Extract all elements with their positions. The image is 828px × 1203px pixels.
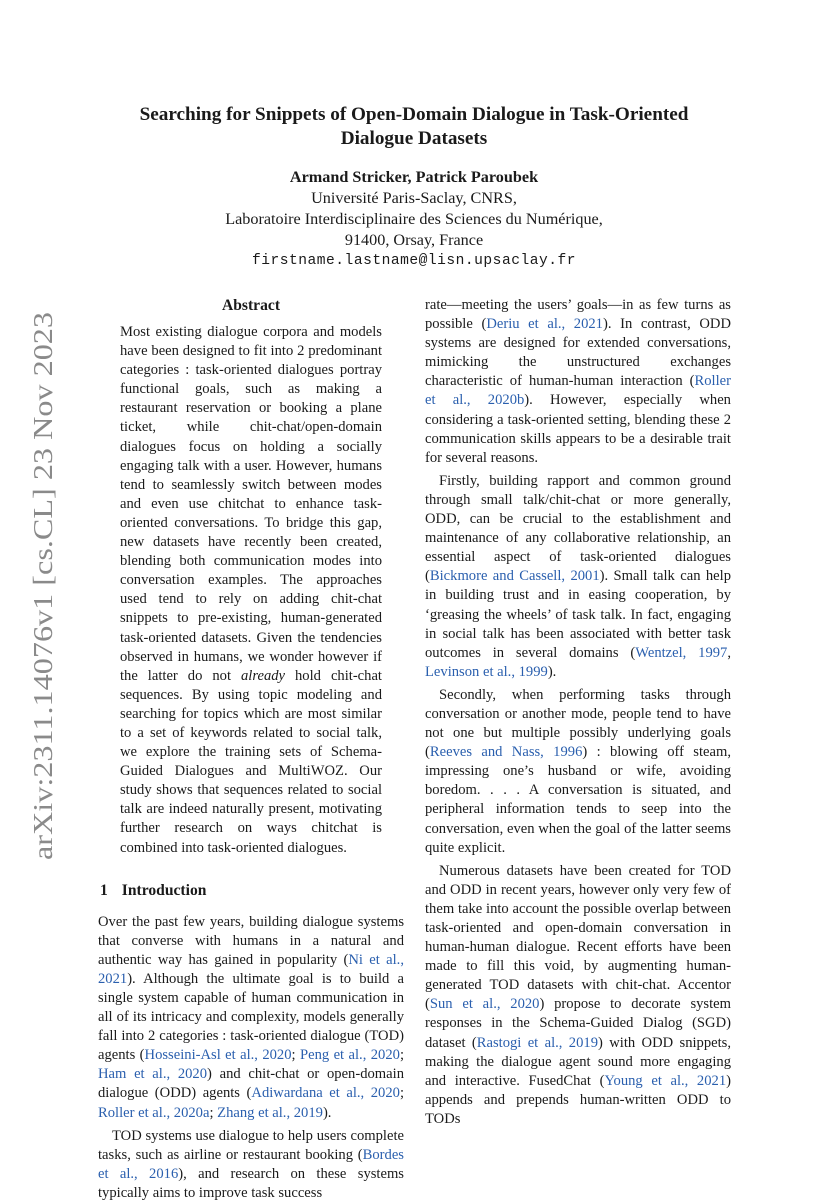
citation-link[interactable]: Levinson et al., 1999 (425, 663, 548, 680)
citation-link[interactable]: Young et al., 2021 (604, 1072, 727, 1089)
affiliation-line-2: Laboratoire Interdisciplinaire des Sciences du Numérique, (225, 210, 603, 228)
author-names: Armand Stricker, Patrick Paroubek (289, 168, 539, 186)
text-run: ) : blowing off steam, impressing one’s husband or wife, avoiding boredom. . . . A conversation is situated, and peripheral information tends to seep into the conversation, even when the goal of the latter seems quite explicit. (425, 744, 731, 856)
citation-link[interactable]: Peng et al., 2020 (299, 1047, 400, 1064)
citation-link[interactable]: Rastogi et al., 2019 (476, 1034, 598, 1051)
citation-link[interactable]: Deriu et al., 2021 (486, 316, 603, 333)
title-line-1: Searching for Snippets of Open-Domain Dialogue in Task-Oriented (139, 104, 689, 125)
intro-paragraph-1 (98, 913, 404, 1123)
intro-paragraph-4 (425, 472, 731, 682)
arxiv-stamp (2, 300, 72, 900)
citation-link[interactable]: Sun et al., 2020 (429, 996, 540, 1013)
intro-paragraph-6 (425, 862, 731, 1129)
section-title: Introduction (121, 881, 207, 899)
abstract-text (98, 323, 404, 858)
citation-link[interactable]: Bordes et al., 2016 (98, 1146, 404, 1182)
text-run: Firstly, building rapport and common ground through small talk/chit-chat or more generally, ODD, can be crucial to the establishment and maintenance of any collaborative relationship, an essential aspect of task-oriented dialogues ( (425, 472, 731, 585)
citation-link[interactable]: Wentzel, 1997 (635, 644, 728, 661)
text-run: ) propose to decorate system responses in the Schema-Guided Dialog (SGD) dataset ( (425, 996, 731, 1051)
intro-paragraph-5 (425, 686, 731, 858)
citation-link[interactable]: Zhang et al., 2019 (217, 1104, 323, 1121)
text-run: ; (399, 1047, 404, 1064)
right-column (425, 296, 731, 1129)
author-email: firstname.lastname@lisn.upsaclay.fr (251, 253, 577, 269)
intro-paragraph-3 (425, 296, 731, 468)
citation-link[interactable]: Ni et al., 2021 (98, 951, 404, 987)
title-line-2: Dialogue Datasets (340, 128, 488, 149)
text-run: Numerous datasets have been created for TOD and ODD in recent years, however only very few of them take into account the possible overlap between task-oriented and open-domain conversation in human-human dialogue. Recent efforts have been made to fill this void, by augmenting human-generated TOD datasets with chit-chat. Accentor ( (425, 862, 731, 1013)
abstract-text-part-2: hold chit-chat sequences. By using topic modeling and searching for topics which are most similar to a set of keywords related to social talk, we explore the training sets of Schema-Guided Dialogues and MultiWOZ. Our study shows that sequences related to social talk are indeed naturally present, motivating further research on ways chitchat is combined into task-oriented dialogues. (120, 667, 382, 856)
abstract-emphasis: already (240, 667, 286, 684)
citation-link[interactable]: Hosseini-Asl et al., 2020 (144, 1047, 292, 1064)
text-run: ). (547, 663, 557, 680)
section-number: 1 (100, 881, 108, 899)
citation-link[interactable]: Roller et al., 2020a (98, 1104, 210, 1121)
text-run: TOD systems use dialogue to help users complete tasks, such as airline or restaurant booking ( (98, 1127, 404, 1163)
author-block (100, 167, 728, 272)
affiliation-line-3: 91400, Orsay, France (344, 231, 484, 249)
text-run: ). In contrast, ODD systems are designed for extended conversations, mimicking the unstructured exchanges characteristic of human-human interaction ( (425, 316, 731, 390)
text-run: ; (209, 1104, 218, 1121)
text-run: ), and research on these systems typically aims to improve task success (98, 1165, 404, 1201)
citation-link[interactable]: Ham et al., 2020 (98, 1066, 208, 1083)
abstract-text-part-1: Most existing dialogue corpora and models have been designed to fit into 2 predominant categories : task-oriented dialogues portray functional goals, such as making a restaurant reservation or booking a plane ticket, while chit-chat/open-domain dialogues focus on holding a socially engaging talk with a user. However, humans tend to seamlessly switch between modes and even use chitchat to enhance task-oriented conversations. To bridge this gap, new datasets have recently been created, blending both communication modes into conversation examples. The approaches used tend to rely on adding chit-chat snippets to pre-existing, human-generated task-oriented datasets. Given the tendencies observed in humans, we wonder however if the latter do not (120, 324, 382, 684)
text-run: Over the past few years, building dialogue systems that converse with humans in a natural and authentic way has gained in popularity ( (98, 913, 404, 968)
text-run: ) appends and prepends human-written ODD to TODs (425, 1072, 731, 1127)
paper-title (100, 103, 728, 151)
text-run: , (727, 644, 731, 661)
left-column (98, 296, 404, 1203)
citation-link[interactable]: Roller et al., 2020b (425, 373, 731, 409)
text-run: ). Small talk can help in building trust and in easing cooperation, by ‘greasing the wheels’ of task talk. In fact, engaging in social talk has been associated with better task outcomes in several domains ( (425, 568, 731, 661)
text-run: ) and chit-chat or open-domain dialogue (ODD) agents ( (98, 1066, 404, 1102)
text-run: ). However, especially when considering a task-oriented setting, blending these 2 communication skills appears to be a desirable trait for several reasons. (425, 392, 731, 466)
citation-link[interactable]: Adiwardana et al., 2020 (251, 1085, 400, 1102)
text-run: ; (291, 1047, 300, 1064)
section-heading-introduction (100, 881, 404, 901)
text-run: ) with ODD snippets, making the dialogue agent sound more engaging and interactive. FusedChat ( (425, 1034, 732, 1089)
text-run: ; (399, 1085, 404, 1102)
arxiv-stamp-text: arXiv:2311.14076v1 [cs.CL] 23 Nov 2023 (28, 400, 58, 860)
text-run: ). (322, 1104, 332, 1121)
text-run: rate—meeting the users’ goals—in as few turns as possible ( (425, 297, 731, 333)
text-run: ). Although the ultimate goal is to build a single system capable of human communication in all of its intricacy and complexity, models generally fall into 2 categories : task-oriented dialogue (TOD) agents ( (98, 970, 404, 1064)
abstract-heading: Abstract (221, 297, 281, 314)
intro-paragraph-2 (98, 1127, 404, 1203)
citation-link[interactable]: Reeves and Nass, 1996 (429, 744, 583, 761)
affiliation-line-1: Université Paris-Saclay, CNRS, (311, 189, 517, 207)
citation-link[interactable]: Bickmore and Cassell, 2001 (429, 568, 600, 585)
text-run: Secondly, when performing tasks through conversation or another mode, people tend to have not one but multiple possibly underlying goals ( (425, 686, 731, 761)
